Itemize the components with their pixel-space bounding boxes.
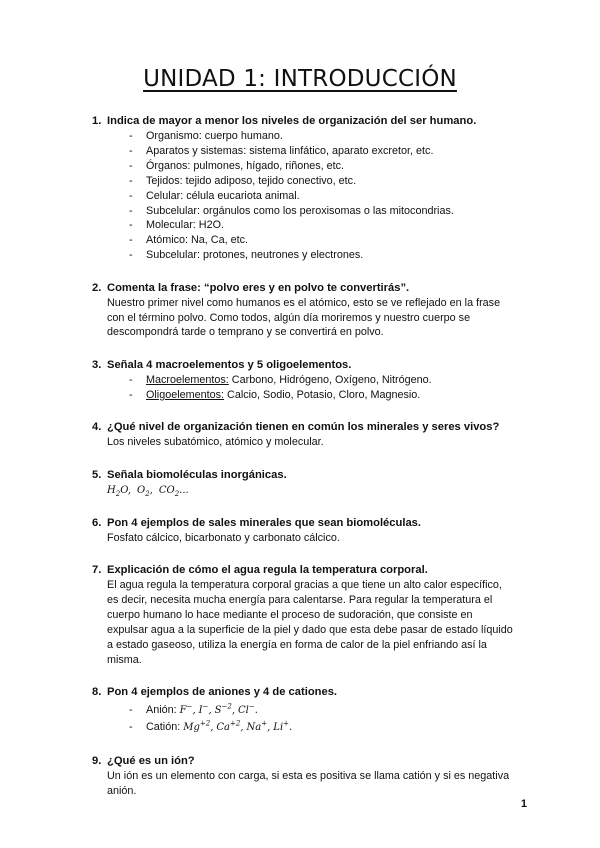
formula-base: Mg — [183, 722, 200, 734]
formula-separator: , — [240, 722, 244, 734]
answer-paragraph — [92, 296, 532, 341]
question-number: 9. — [92, 754, 102, 767]
question-heading — [92, 516, 532, 531]
formula-charge: − — [186, 703, 193, 712]
formula-rest: ... — [179, 484, 189, 496]
formula-separator: , — [267, 722, 271, 734]
question-heading — [92, 420, 532, 435]
question-text: ¿Qué nivel de organización tienen en común los minerales y seres vivos? — [107, 421, 500, 434]
question-number: 3. — [92, 358, 102, 371]
formula-base: CO — [158, 484, 175, 496]
formula-base: S — [214, 705, 222, 717]
question-text: Pon 4 ejemplos de aniones y 4 de cationes. — [107, 686, 338, 699]
answer-line: Nuestro primer nivel como humanos es el atómico, esto se ve reflejado en la frase — [107, 296, 501, 309]
formula-co2 — [159, 485, 189, 496]
question-text: Señala 4 macroelementos y 5 oligoelementos. — [107, 358, 352, 371]
oligoelements-text: Calcio, Sodio, Potasio, Cloro, Magnesio. — [224, 388, 421, 401]
page-number: 1 — [520, 798, 527, 810]
answer-paragraph: Fosfato cálcico, bicarbonato y carbonato cálcico. — [107, 532, 340, 544]
list-item: - Tejidos: tejido adiposo, tejido conectivo, etc. — [129, 174, 532, 189]
question-5 — [92, 468, 532, 499]
formula-charge: + — [283, 720, 290, 729]
question-4 — [92, 420, 532, 450]
question-number: 5. — [92, 468, 102, 481]
formula-charge: − — [248, 703, 255, 712]
anion-formula — [199, 705, 212, 716]
question-6 — [92, 516, 532, 546]
formula-charge: −2 — [221, 703, 232, 712]
formula-separator: , — [192, 705, 196, 717]
anion-formula — [238, 705, 258, 716]
question-number: 4. — [92, 421, 102, 434]
answer-paragraph: Los niveles subatómico, atómico y molecular. — [107, 436, 324, 449]
answer-line: con el término polvo. Como todos, algún día moriremos y nuestro cuerpo se — [107, 311, 471, 324]
answer-paragraph — [92, 578, 532, 667]
answer-line: es decir, necesita mucha energía para calentarse. Para regular la temperatura el — [107, 594, 493, 607]
answer-paragraph — [92, 769, 532, 799]
answer-line: expulsar agua a la superficie de la piel y dado que esta debe pasar de estado líquido — [107, 624, 513, 637]
formula-water — [107, 485, 131, 496]
formula-subscript: 2 — [145, 489, 150, 498]
question-heading — [92, 358, 532, 373]
list-item: - Atómico: Na, Ca, etc. — [129, 233, 532, 248]
formula-charge: +2 — [199, 720, 211, 729]
macroelements-label: Macroelementos: — [146, 373, 229, 386]
formula-oxygen — [137, 485, 153, 496]
formula-rest: O, — [120, 484, 131, 496]
formula-base: Cl — [238, 705, 249, 717]
document-body — [92, 114, 532, 816]
question-text: ¿Qué es un ión? — [107, 754, 195, 767]
page-title: UNIDAD 1: INTRODUCCIÓN — [143, 66, 457, 92]
question-8 — [92, 685, 532, 736]
formula-base: Li — [273, 722, 284, 734]
question-number: 6. — [92, 517, 102, 529]
formula-separator: , — [208, 705, 212, 717]
question-9 — [92, 754, 532, 799]
question-number: 2. — [92, 281, 102, 294]
cation-formula — [273, 722, 292, 733]
cation-formula — [216, 722, 243, 733]
question-text: Señala biomoléculas inorgánicas. — [107, 468, 287, 481]
question-text: Explicación de cómo el agua regula la temperatura corporal. — [107, 564, 428, 577]
formula-subscript: 2 — [174, 489, 180, 498]
anion-formula — [180, 705, 196, 716]
answer-line: cuerpo humano lo hace mediante el proceso de sudoración, que consiste en — [107, 609, 473, 622]
question-heading — [92, 685, 532, 700]
cation-formula — [247, 722, 271, 733]
cation-formulas — [183, 721, 292, 733]
ions-list — [92, 702, 532, 736]
formula-base: F — [179, 705, 187, 717]
question-heading — [92, 468, 532, 483]
answer-line: a estado gaseoso, utiliza la energía en forma de calor de la piel enfriando así la — [107, 639, 487, 652]
answer-line: anión. — [107, 784, 137, 797]
formula-base: H — [107, 484, 116, 496]
formula-base: O — [137, 484, 146, 496]
question-number: 7. — [92, 564, 102, 577]
question-text: Indica de mayor a menor los niveles de organización del ser humano. — [107, 115, 477, 127]
question-heading — [92, 281, 532, 296]
list-item: - Subcelular: protones, neutrones y electrones. — [129, 248, 532, 263]
formula-charge: − — [202, 703, 209, 712]
answer-line: misma. — [107, 653, 142, 666]
question-text: Comenta la frase: “polvo eres y en polvo te convertirás”. — [107, 281, 410, 294]
anion-label: Anión: — [146, 704, 180, 717]
question-number: 1. — [92, 115, 102, 127]
formula-separator: . — [289, 722, 293, 734]
macroelements-text: Carbono, Hidrógeno, Oxígeno, Nitrógeno. — [228, 373, 432, 386]
molecules-formula — [92, 483, 532, 499]
question-heading — [92, 754, 532, 769]
question-heading — [92, 563, 532, 578]
oligoelements-label: Oligoelementos: — [146, 388, 225, 401]
formula-separator: , — [231, 705, 236, 717]
formula-charge: +2 — [230, 720, 241, 729]
list-item-cations — [129, 719, 532, 736]
formula-subscript: 2 — [115, 489, 121, 498]
formula-charge: + — [261, 720, 268, 729]
list-item: - Subcelular: orgánulos como los peroxisomas o las mitocondrias. — [129, 204, 532, 219]
question-2 — [92, 281, 532, 341]
question-heading — [92, 114, 532, 129]
anion-formula — [215, 705, 235, 716]
question-number: 8. — [92, 686, 102, 699]
list-item-oligoelements — [129, 388, 532, 403]
answer-line: descompondrá tarde o temprano y se convertirá en polvo. — [107, 326, 384, 339]
answer-line: El agua regula la temperatura corporal gracias a que tiene un alto calor específico, — [107, 579, 502, 592]
list-item-macroelements — [129, 373, 532, 388]
elements-list — [92, 373, 532, 403]
cation-formula — [183, 722, 213, 733]
question-3 — [92, 358, 532, 403]
anion-formulas — [180, 704, 258, 716]
formula-base: Na — [246, 722, 262, 734]
formula-rest: , — [149, 484, 153, 496]
list-item: - Aparatos y sistemas: sistema linfático, aparato excretor, etc. — [129, 144, 532, 159]
formula-base: Ca — [216, 722, 230, 734]
answer-line: Un ión es un elemento con carga, si esta es positiva se llama catión y si es negativa — [107, 769, 510, 782]
list-item: - Organismo: cuerpo humano. — [129, 129, 532, 144]
question-text: Pon 4 ejemplos de sales minerales que sean biomoléculas. — [107, 517, 421, 529]
cation-label: Catión: — [146, 721, 184, 734]
question-7 — [92, 563, 532, 667]
formula-base: I — [198, 705, 203, 717]
list-item-anions — [129, 702, 532, 719]
question-1 — [92, 114, 532, 263]
list-item: - Molecular: H2O. — [129, 218, 532, 233]
formula-separator: , — [210, 722, 214, 734]
organization-levels-list — [92, 129, 532, 263]
formula-separator: . — [254, 705, 258, 717]
list-item: - Órganos: pulmones, hígado, riñones, etc. — [129, 159, 532, 174]
list-item: - Celular: célula eucariota animal. — [129, 189, 532, 204]
